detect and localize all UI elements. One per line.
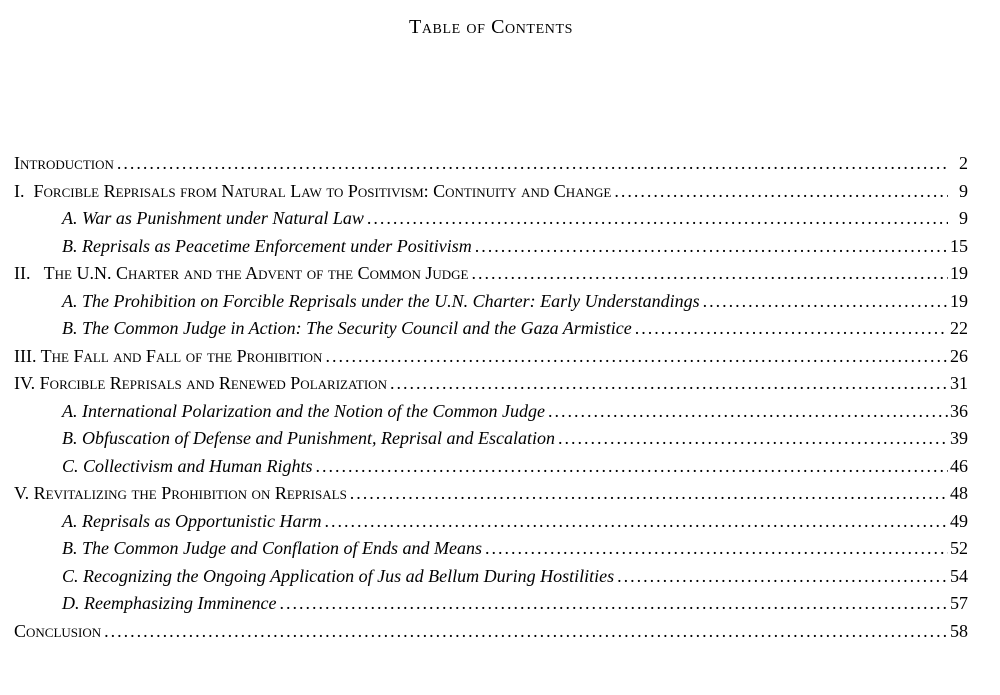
- toc-entry-label: I. Forcible Reprisals from Natural Law to Positivism: Continuity and Change: [14, 180, 612, 201]
- toc-entry-section-3: [14, 343, 968, 371]
- dot-leader: [635, 315, 948, 343]
- toc-page-number: 9: [959, 208, 968, 228]
- toc-entry-label: B. The Common Judge and Conflation of Ends and Means: [62, 538, 482, 558]
- toc-page-number: 57: [950, 593, 968, 613]
- toc-entry-label: C. Collectivism and Human Rights: [62, 455, 313, 476]
- toc-entry-section-1: [14, 178, 968, 206]
- toc-entry-section-4-c: [14, 453, 968, 481]
- toc-page-number: 15: [950, 235, 968, 256]
- toc-entry-label: A. War as Punishment under Natural Law: [62, 208, 364, 228]
- toc-page-number: 54: [950, 565, 968, 586]
- toc-entry-section-5-c: [14, 563, 968, 591]
- toc-entry-conclusion: [14, 618, 968, 646]
- toc-entry-label: II. The U.N. Charter and the Advent of the Common Judge: [14, 263, 469, 283]
- toc-entry-section-4: [14, 370, 968, 398]
- dot-leader: [548, 398, 948, 426]
- dot-leader: [475, 233, 948, 261]
- toc-page-number: 2: [959, 153, 968, 173]
- toc-page-number: 19: [950, 290, 968, 311]
- dot-leader: [471, 260, 948, 288]
- dot-leader: [367, 205, 948, 233]
- toc-entry-section-4-a: [14, 398, 968, 426]
- toc-page-number: 49: [950, 510, 968, 531]
- toc-entry-section-1-b: [14, 233, 968, 261]
- toc-entry-section-5-d: [14, 590, 968, 618]
- dot-leader: [614, 178, 948, 206]
- toc-entry-section-5-a: [14, 508, 968, 536]
- toc-page-number: 39: [950, 428, 968, 448]
- dot-leader: [617, 563, 948, 591]
- toc-entry-label: A. Reprisals as Opportunistic Harm: [62, 510, 322, 531]
- toc-entry-label: Conclusion: [14, 620, 102, 641]
- toc-entry-label: B. The Common Judge in Action: The Security Council and the Gaza Armistice: [62, 318, 632, 338]
- toc-entry-label: B. Reprisals as Peacetime Enforcement under Positivism: [62, 235, 472, 256]
- toc-entry-label: C. Recognizing the Ongoing Application of Jus ad Bellum During Hostilities: [62, 565, 615, 586]
- toc-page-number: 36: [950, 400, 968, 421]
- dot-leader: [316, 453, 949, 481]
- dot-leader: [703, 288, 948, 316]
- dot-leader: [279, 590, 948, 618]
- toc-page-number: 19: [950, 263, 968, 283]
- toc-page-number: 48: [950, 483, 968, 503]
- toc-page-number: 58: [950, 620, 968, 641]
- toc-page-number: 31: [950, 373, 968, 393]
- toc-entry-label: A. The Prohibition on Forcible Reprisals under the U.N. Charter: Early Understandings: [62, 290, 700, 311]
- toc-entry-section-4-b: [14, 425, 968, 453]
- toc-entry-section-1-a: [14, 205, 968, 233]
- dot-leader: [485, 535, 948, 563]
- toc-page-number: 26: [950, 345, 968, 366]
- toc-entry-section-2-a: [14, 288, 968, 316]
- toc-entry-label: D. Reemphasizing Imminence: [62, 593, 277, 613]
- dot-leader: [104, 618, 948, 646]
- dot-leader: [117, 150, 948, 178]
- dot-leader: [325, 343, 948, 371]
- dot-leader: [325, 508, 948, 536]
- dot-leader: [390, 370, 948, 398]
- dot-leader: [350, 480, 948, 508]
- toc-entry-section-2: [14, 260, 968, 288]
- page-title: Table of Contents: [409, 16, 573, 38]
- toc-entry-label: IV. Forcible Reprisals and Renewed Polarization: [14, 373, 387, 393]
- toc-entry-label: Introduction: [14, 153, 114, 173]
- toc-entry-section-5: [14, 480, 968, 508]
- toc-entry-section-5-b: [14, 535, 968, 563]
- toc-entry-section-2-b: [14, 315, 968, 343]
- toc-entry-label: B. Obfuscation of Defense and Punishment, Reprisal and Escalation: [62, 428, 555, 448]
- toc-entry-introduction: [14, 150, 968, 178]
- dot-leader: [558, 425, 948, 453]
- toc-page-number: 22: [950, 318, 968, 338]
- table-of-contents: [14, 150, 968, 645]
- toc-page-number: 9: [959, 180, 968, 201]
- toc-entry-label: V. Revitalizing the Prohibition on Reprisals: [14, 483, 347, 503]
- toc-entry-label: A. International Polarization and the Notion of the Common Judge: [62, 400, 545, 421]
- toc-page-number: 52: [950, 538, 968, 558]
- toc-page-number: 46: [950, 455, 968, 476]
- toc-entry-label: III. The Fall and Fall of the Prohibition: [14, 345, 323, 366]
